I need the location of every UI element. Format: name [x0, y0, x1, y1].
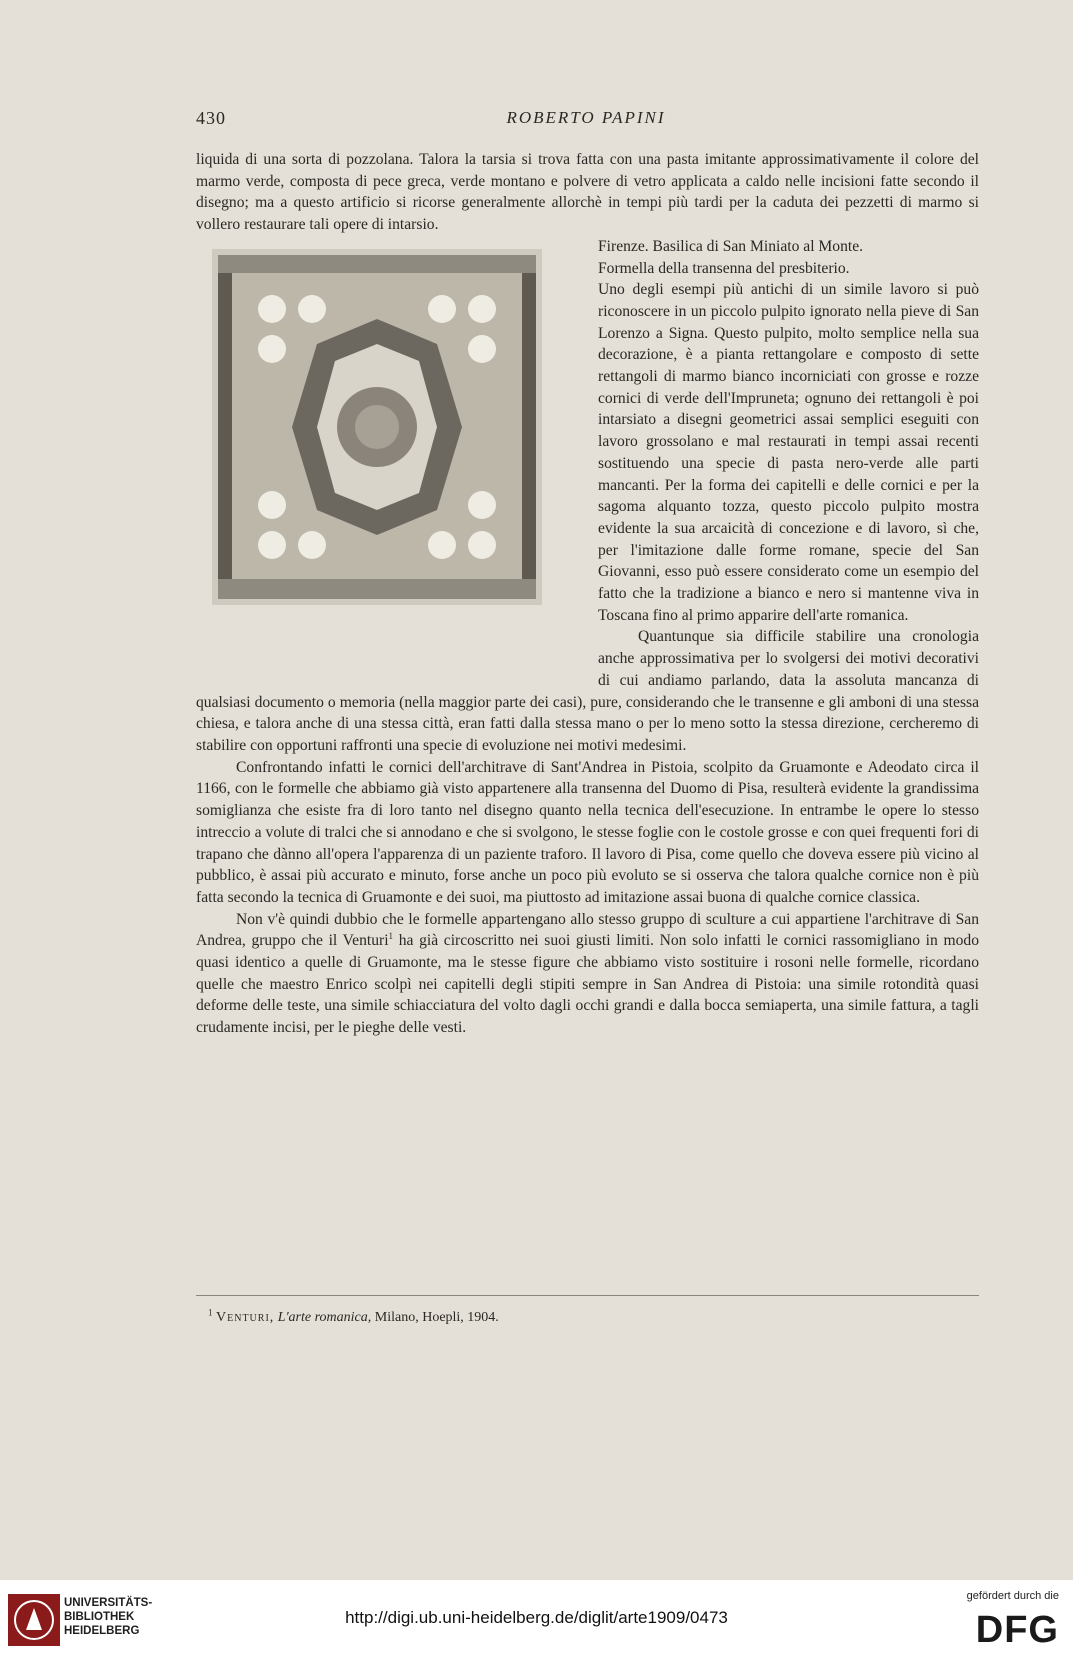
source-url-link[interactable]: http://digi.ub.uni-heidelberg.de/diglit/arte1909/0473 — [345, 1608, 728, 1627]
paragraph: Quantunque sia difficile stabilire una cronologia anche approssimativa per lo svolgersi dei motivi decorativi di cui andiamo parlando, data la assoluta mancanza di qualsiasi documento o memoria (nella maggior parte dei casi), pure, considerando che le transenne e gli amboni di una stessa chiesa, e talora anche di una stessa città, eran fatti dalla stessa mano o per lo meno sotto la stessa direzione, cercheremo di stabilire con opportuni raffronti una specie di evoluzione nei motivi medesimi. — [196, 628, 979, 754]
sponsor-text: gefördert durch die — [966, 1590, 1059, 1602]
paragraph-text: ha già circoscritto nei suoi giusti limiti. Non solo infatti le cornici rassomigliano in modo quasi identico a quelle di Gruamonte, ma le stesse figure che abbiamo visto sostituire i rosoni nelle formelle, ricordano quelle che maestro Enrico scolpì nei capitelli degli stipiti sempre in San Andrea di Pistoia: una simile rotondità quasi deforme delle teste, una simile schiacciatura del volto dagli occhi grandi e dalla bocca semiaperta, una simile fattura, a tagli crudamente incisi, per le pieghe delle vesti. — [196, 932, 979, 1037]
paragraph-text: Non v'è quindi dubbio che le formelle appartengano allo stesso gruppo di sculture a cui appartiene l'architrave di San Andrea, gruppo che il Venturi — [196, 910, 979, 950]
footnote-number: 1 — [208, 1307, 213, 1318]
marble-panel-image — [212, 249, 542, 605]
footnote-rule — [196, 1295, 979, 1296]
footnote — [208, 1307, 499, 1326]
paragraph-text: Uno degli esempi più antichi di un simile lavoro si può riconoscere in un piccolo pulpito ignorato nella pieve di San Lorenzo a Signa. Questo pulpito, molto semplice nella sua decorazione, è a pianta rettangolare e composto di sette rettangoli di marmo bianco incorniciati con grosse e rozze cornici di verde dell'Impruneta; ognuno dei rettangoli è poi intarsiato a disegni geometrici assai semplici eseguiti con lavoro grossolano e mal restaurati in tempi assai recenti sostituendo una specie di pasta nero-verde alle parti mancanti. Per la forma dei capitelli e delle cornici e per la sagoma alquanto tozza, questo piccolo pulpito mostra evidente la sua arcaicità di concezione e di lavoro, sì che, per l'imitazione dalle forme romane, specie del San Giovanni, esso può essere considerato come un esempio del fatto che la tradizione a bianco e nero si mantenne viva in Toscana fino al primo apparire dell'arte romanica. — [598, 281, 979, 624]
caption-line: Firenze. Basilica di San Miniato al Monte. — [598, 237, 864, 255]
figure — [196, 249, 576, 685]
footnote-rest: Milano, Hoepli, 1904. — [371, 1310, 499, 1325]
page-number: 430 — [196, 108, 226, 128]
paragraph: liquida di una sorta di pozzolana. Talora la tarsia si trova fatta con una pasta imitante approssimativamente il colore del marmo verde, composta di pece greca, verde montano e polvere di vetro applicata a caldo nelle incisioni fatte secondo il disegno; ma a questo artificio si ricorse generalmente allorchè in tempi più tardi per la caduta dei pezzetti di marmo si vollero restaurare tali opere di intarsio. — [196, 151, 979, 234]
library-name-line: BIBLIOTHEK — [64, 1611, 135, 1623]
footnote-author: Venturi, — [216, 1310, 275, 1325]
footer-bar — [0, 1580, 1073, 1657]
paragraph — [196, 909, 979, 1039]
dfg-logo: DFG — [975, 1609, 1059, 1651]
caption-line: Formella della transenna del presbiterio. — [598, 259, 850, 277]
library-name-line: UNIVERSITÄTS- — [64, 1597, 153, 1609]
footnote-title: L'arte romanica, — [277, 1310, 372, 1325]
paragraph: Confrontando infatti le cornici dell'architrave di Sant'Andrea in Pistoia, scolpito da Gruamonte e Adeodato circa il 1166, con le formelle che abbiamo già visto appartenere alla transenna del Duomo di Pisa, resulterà evidente la grandissima somiglianza che esiste fra di loro tanto nel disegno quanto nella tecnica dell'esecuzione. In entrambe le opere lo stesso intreccio a volute di tralci che si annodano e che si svolgono, le stesse foglie con le costole grosse e con quei frequenti fori di trapano che dànno all'opera l'apparenza di un paziente traforo. Il lavoro di Pisa, come quello che doveva essere più vicino al pubblico, è assai più accurato e minuto, forse anche un poco più evoluto se si osserva che talora qualche cornice non è più fatta secondo la tecnica di Gruamonte e dei suoi, ma piuttosto ad imitazione assai buona di qualche cornice classica. — [196, 758, 979, 906]
footnote-marker: 1 — [388, 931, 394, 942]
body-text — [196, 149, 979, 1039]
page-header — [196, 108, 976, 132]
library-name-line: HEIDELBERG — [64, 1625, 140, 1637]
running-title: ROBERTO PAPINI — [506, 108, 666, 127]
